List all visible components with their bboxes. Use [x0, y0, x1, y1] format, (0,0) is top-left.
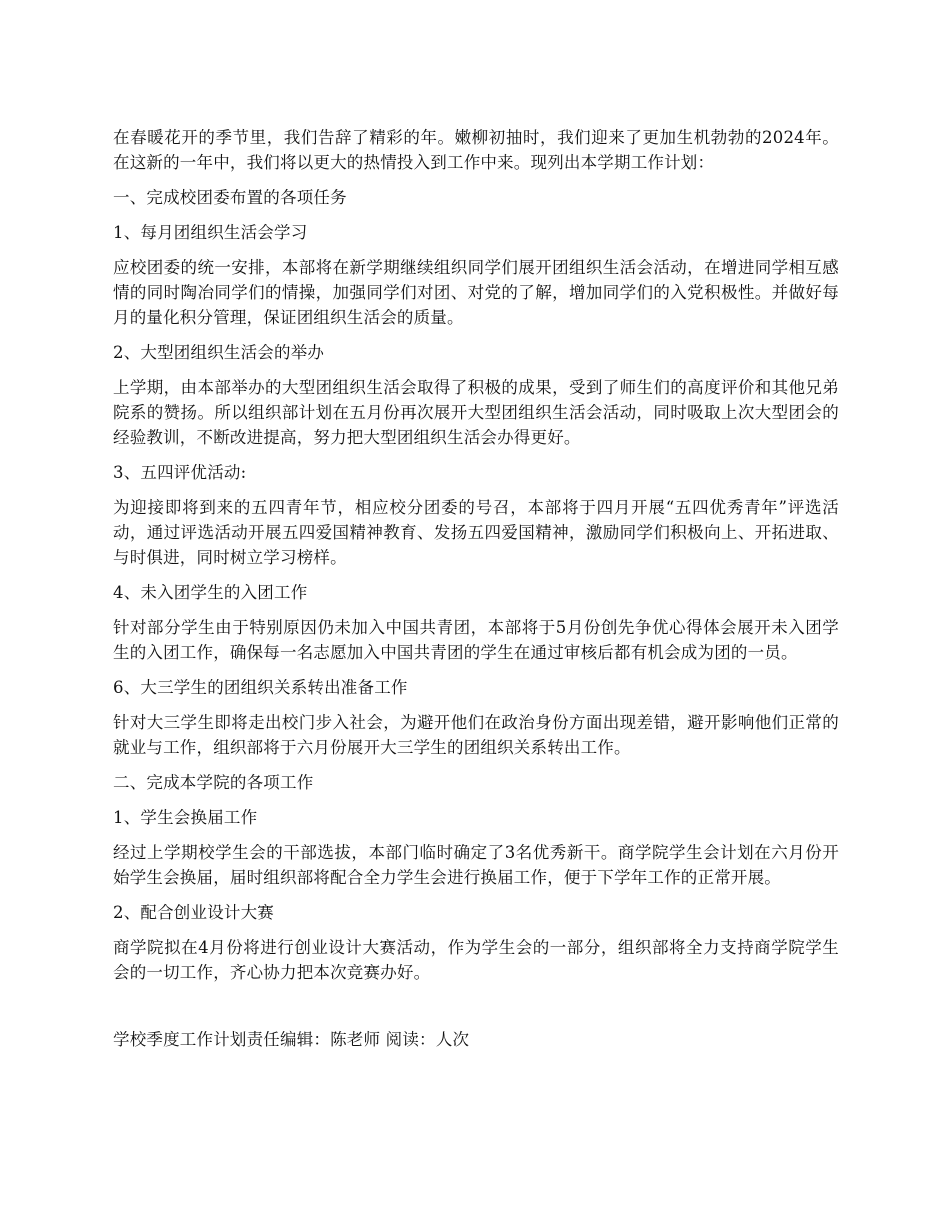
- footer-editor-line: 学校季度工作计划责任编辑：陈老师 阅读：人次: [113, 1030, 470, 1049]
- item-1-4-paragraph: 针对部分学生由于特别原因仍未加入中国共青团，本部将于5月份创先争优心得体会展开未入团学生的入团工作，确保每一名志愿加入中国共青团的学生在通过审核后都有机会成为团的一员。: [113, 618, 839, 662]
- document-body: [113, 125, 839, 1062]
- item-1-3-paragraph: 为迎接即将到来的五四青年节，相应校分团委的号召，本部将于四月开展“五四优秀青年”评选活动，通过评选活动开展五四爱国精神教育、发扬五四爱国精神，激励同学们积极向上、开拓进取、与时俱进，同时树立学习榜样。: [113, 498, 839, 567]
- item-1-6-heading: 6、大三学生的团组织关系转出准备工作: [113, 678, 408, 697]
- intro-paragraph: 在春暖花开的季节里，我们告辞了精彩的年。嫩柳初抽时，我们迎来了更加生机勃勃的2024年。在这新的一年中，我们将以更大的热情投入到工作中来。现列出本学期工作计划：: [113, 128, 839, 172]
- item-2-2-heading: 2、配合创业设计大赛: [113, 903, 274, 922]
- item-1-3-heading: 3、五四评优活动:: [113, 463, 247, 482]
- item-1-1-heading: 1、每月团组织生活会学习: [113, 223, 308, 242]
- item-1-6-paragraph: 针对大三学生即将走出校门步入社会，为避开他们在政治身份方面出现差错，避开影响他们正常的就业与工作，组织部将于六月份展开大三学生的团组织关系转出工作。: [113, 713, 839, 757]
- item-1-4-heading: 4、未入团学生的入团工作: [113, 583, 308, 602]
- section-1-heading: 一、完成校团委布置的各项任务: [113, 188, 347, 207]
- item-2-1-heading: 1、学生会换届工作: [113, 808, 258, 827]
- section-2-heading: 二、完成本学院的各项工作: [113, 773, 314, 792]
- item-2-2-paragraph: 商学院拟在4月份将进行创业设计大赛活动，作为学生会的一部分，组织部将全力支持商学院学生会的一切工作，齐心协力把本次竞赛办好。: [113, 938, 839, 982]
- item-2-1-paragraph: 经过上学期校学生会的干部选拔，本部门临时确定了3名优秀新干。商学院学生会计划在六月份开始学生会换届，届时组织部将配合全力学生会进行换届工作，便于下学年工作的正常开展。: [113, 843, 839, 887]
- item-1-2-paragraph: 上学期，由本部举办的大型团组织生活会取得了积极的成果，受到了师生们的高度评价和其他兄弟院系的赞扬。所以组织部计划在五月份再次展开大型团组织生活会活动，同时吸取上次大型团会的经验教训，不断改进提高，努力把大型团组织生活会办得更好。: [113, 378, 839, 447]
- item-1-1-paragraph: 应校团委的统一安排，本部将在新学期继续组织同学们展开团组织生活会活动，在增进同学相互感情的同时陶冶同学们的情操，加强同学们对团、对党的了解，增加同学们的入党积极性。并做好每月的量化积分管理，保证团组织生活会的质量。: [113, 258, 839, 327]
- item-1-2-heading: 2、大型团组织生活会的举办: [113, 343, 325, 362]
